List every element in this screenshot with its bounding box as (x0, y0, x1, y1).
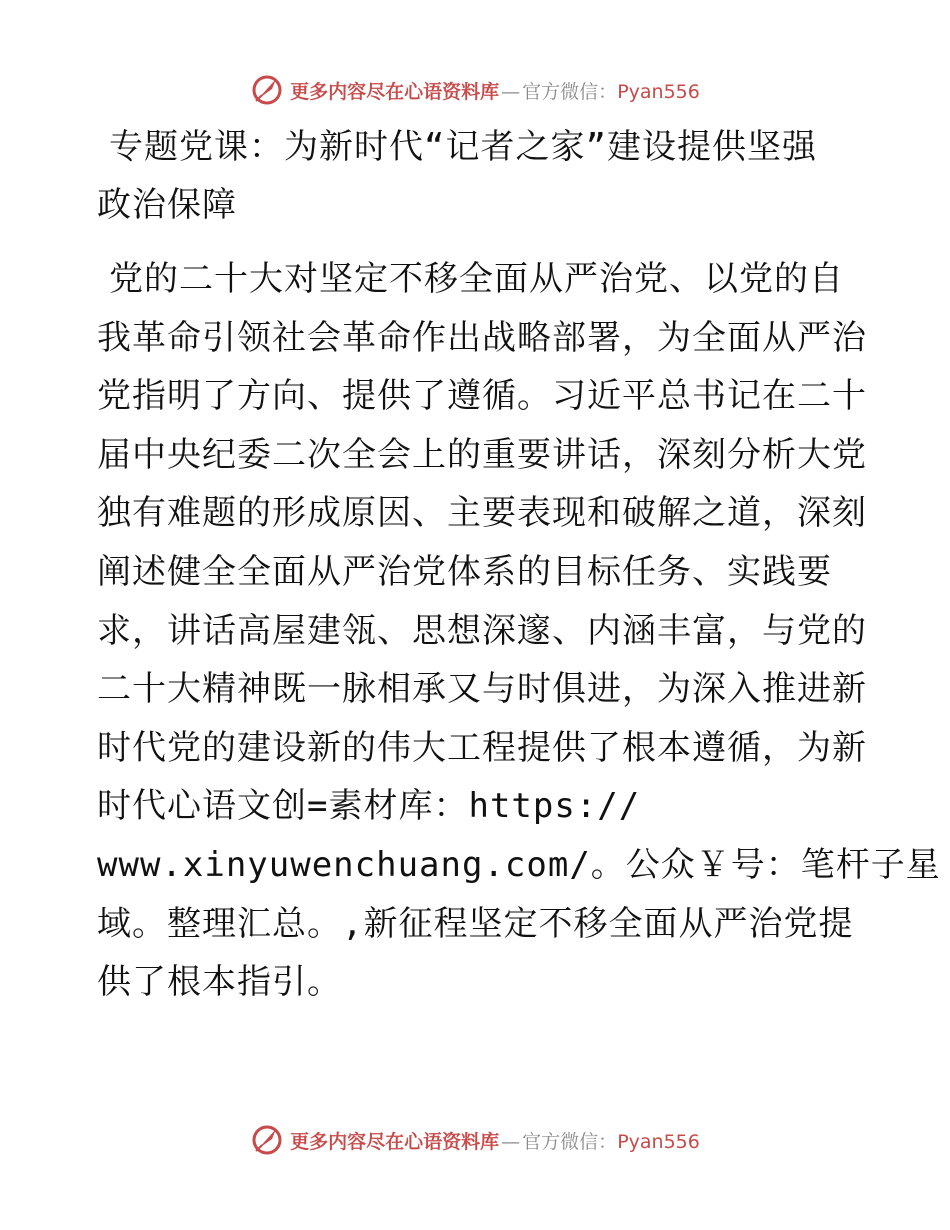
document-body (97, 250, 941, 1012)
banner-account: Pyan556 (617, 80, 700, 103)
banner-label: 官方微信： (522, 80, 618, 103)
body-line: 党的二十大对坚定不移全面从严治党、以党的自 (109, 259, 844, 299)
banner-main-text: 更多内容尽在心语资料库 (290, 1130, 500, 1153)
body-line: 时代心语文创=素材库：https:// (97, 786, 641, 827)
body-line: 我革命引领社会革命作出战略部署，为全面从严治 (97, 317, 867, 358)
body-line: 独有难题的形成原因、主要表现和破解之道，深刻 (97, 493, 867, 534)
banner-account: Pyan556 (617, 1130, 700, 1153)
body-line: 阐述健全全面从严治党体系的目标任务、实践要 (97, 551, 832, 592)
banner-label: 官方微信： (522, 1130, 618, 1153)
body-line: 求，讲话高屋建瓴、思想深邃、内涵丰富，与党的 (97, 610, 867, 651)
title-line-2: 政治保障 (97, 185, 237, 225)
body-line: 供了根本指引。 (97, 962, 342, 1003)
banner-dash: — (501, 1130, 521, 1153)
banner-text (290, 1127, 700, 1154)
body-line: 二十大精神既一脉相承又与时俱进，为深入推进新 (97, 669, 867, 710)
body-line: 党指明了方向、提供了遵循。习近平总书记在二十 (97, 376, 867, 417)
banner-main-text: 更多内容尽在心语资料库 (290, 80, 500, 103)
header-banner (0, 70, 950, 110)
feather-pen-logo-icon (250, 1123, 284, 1157)
banner-text (290, 77, 700, 104)
banner-dash: — (501, 80, 521, 103)
feather-pen-logo-icon (250, 73, 284, 107)
body-line: 时代党的建设新的伟大工程提供了根本遵循，为新 (97, 727, 867, 768)
body-line: 域。整理汇总。,新征程坚定不移全面从严治党提 (97, 903, 854, 944)
title-line-1: 专题党课：为新时代“记者之家”建设提供坚强 (109, 127, 817, 167)
document-title (97, 118, 857, 234)
body-line: www.xinyuwenchuang.com/。公众￥号：笔杆子星 (97, 844, 941, 885)
body-line: 届中央纪委二次全会上的重要讲话，深刻分析大党 (97, 434, 867, 475)
footer-banner (0, 1120, 950, 1160)
